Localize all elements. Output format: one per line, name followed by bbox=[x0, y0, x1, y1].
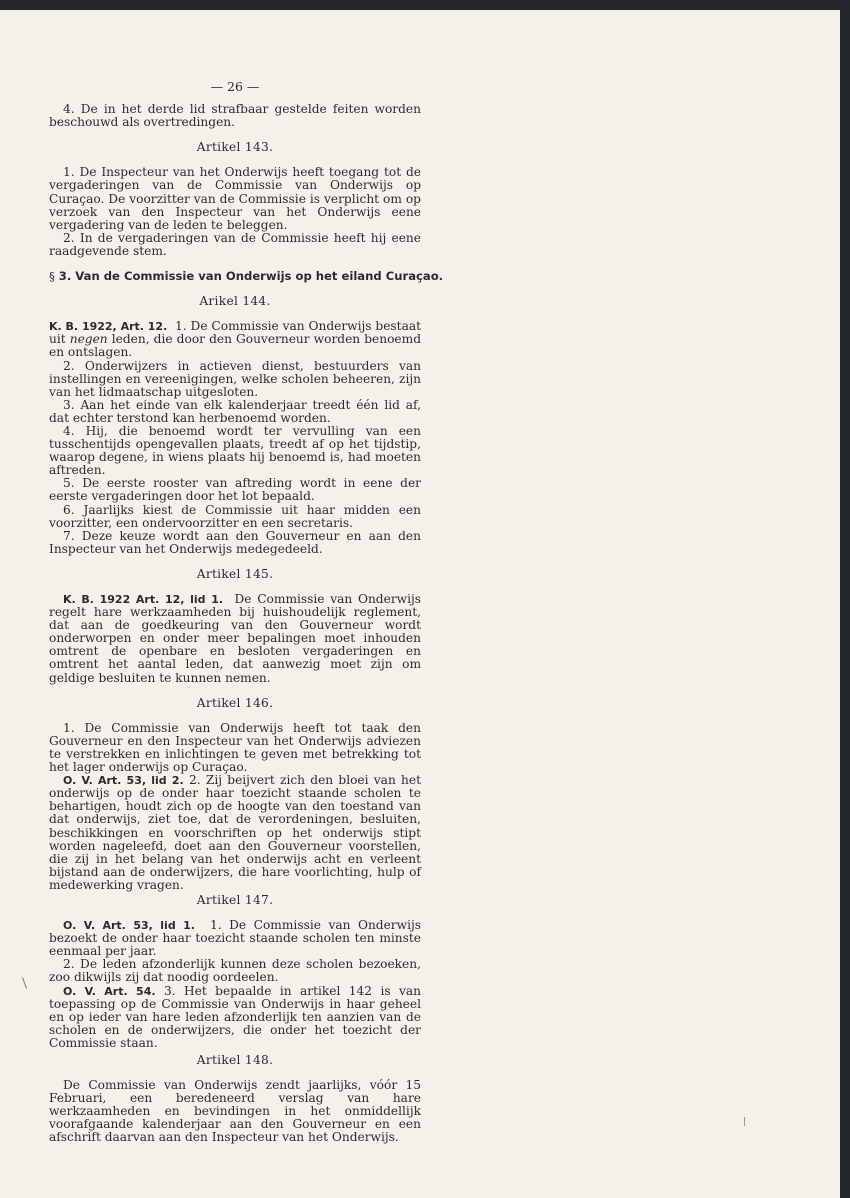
section-symbol: § bbox=[49, 269, 55, 284]
margin-mark bbox=[744, 1117, 745, 1126]
scan-border-top bbox=[0, 0, 850, 10]
paragraph: O. V. Art. 54. 3. Het bepaalde in artikel 142 is van toepassing op de Commissie van Onderwijs in haar geheel en op ieder van hare leden afzonderlijk ten aanzien van de scholen en de onderwijzers, die onder het toezicht der Commissie staan. bbox=[49, 983, 422, 1050]
article-heading: Artikel 145. bbox=[196, 566, 274, 581]
paragraph: De Commissie van Onderwijs zendt jaarlijks, vóór 15 Februari, een beredeneerd verslag van hare werkzaamheden en bevindingen in het onmiddellijk voorafgaande kalenderjaar aan den Gouverneur en een afschrift daarvan aan den Inspecteur van het Onderwijs. bbox=[49, 1078, 421, 1145]
paragraph: 2. De leden afzonderlijk kunnen deze scholen bezoeken, zoo dikwijls zij dat noodig oordeelen. bbox=[49, 957, 421, 985]
paragraph: 4. Hij, die benoemd wordt ter vervulling van een tusschentijds opengevallen plaats, treedt af op het tijdstip, waarop degene, in wiens plaats hij benoemd is, had moeten aftreden. bbox=[49, 423, 421, 478]
paragraph: 6. Jaarlijks kiest de Commissie uit haar midden een voorzitter, een ondervoorzitter en een secretaris. bbox=[49, 502, 421, 530]
article-heading: Artikel 143. bbox=[196, 140, 274, 155]
paragraph: 1. De Inspecteur van het Onderwijs heeft toegang tot de vergaderingen van de Commissie van Onderwijs op Curaçao. De voorzitter van de Commissie is verplicht om op verzoek van den Inspecteur van het Onderwijs eene vergadering van de leden te beleggen. bbox=[49, 165, 421, 232]
article-heading: Artikel 146. bbox=[196, 695, 274, 710]
paragraph: 3. Aan het einde van elk kalenderjaar treedt één lid af, dat echter terstond kan herbenoemd worden. bbox=[49, 397, 421, 425]
paragraph: 2. Onderwijzers in actieven dienst, bestuurders van instellingen en vereenigingen, welke scholen beheeren, zijn van het lidmaatschap uitgesloten. bbox=[49, 358, 421, 399]
legal-reference: K. B. 1922, Art. 12. bbox=[49, 320, 168, 334]
paragraph: O. V. Art. 53, lid 2. 2. Zij beijvert zich den bloei van het onderwijs op de onder haar toezicht staande scholen te behartigen, houdt zich op de hoogte van den toestand van dat onderwijs, ziet toe, dat de verordeningen, besluiten, beschikkingen en voorschriften op het onderwijs stipt worden nageleefd, doet aan den Gouverneur voorstellen, die zij in het belang van het onderwijs acht en verleent bijstand aan de onderwijzers, die hare voorlichting, hulp of medewerking vragen. bbox=[49, 773, 422, 892]
emphasis: negen bbox=[69, 332, 108, 347]
paragraph: 2. In de vergaderingen van de Commissie heeft hij eene raadgevende stem. bbox=[49, 230, 421, 258]
paragraph: K. B. 1922 Art. 12, lid 1. De Commissie van Onderwijs regelt hare werkzaamheden bij huishoudelijk reglement, dat aan de goedkeuring van den Gouverneur wordt onderworpen en onder meer bepalingen moet inhouden omtrent de openbare en besloten vergaderingen en omtrent het aantal leden, dat aanwezig moet zijn om geldige besluiten te kunnen nemen. bbox=[49, 592, 422, 685]
paragraph: O. V. Art. 53, lid 1. 1. De Commissie van Onderwijs bezoekt de onder haar toezicht staande scholen ten minste eenmaal per jaar. bbox=[49, 918, 421, 959]
legal-reference: O. V. Art. 53, lid 2. bbox=[63, 774, 184, 788]
section-heading: § 3. Van de Commissie van Onderwijs op het eiland Curaçao. bbox=[49, 269, 444, 284]
paragraph: 4. De in het derde lid strafbaar gestelde feiten worden beschouwd als overtredingen. bbox=[49, 102, 421, 130]
paragraph: 5. De eerste rooster van aftreding wordt in eene der eerste vergaderingen door het lot bepaald. bbox=[49, 476, 421, 504]
article-heading: Artikel 148. bbox=[196, 1053, 274, 1067]
margin-mark bbox=[22, 977, 27, 989]
document-body bbox=[49, 79, 444, 1145]
page-number: — 26 — bbox=[210, 79, 260, 94]
article-heading: Arikel 144. bbox=[199, 294, 271, 309]
legal-reference: O. V. Art. 53, lid 1. bbox=[63, 919, 195, 933]
legal-reference: O. V. Art. 54. bbox=[63, 984, 156, 998]
legal-reference: K. B. 1922 Art. 12, lid 1. bbox=[63, 593, 224, 606]
scan-border-right bbox=[840, 0, 850, 1198]
paragraph: 7. Deze keuze wordt aan den Gouverneur en aan den Inspecteur van het Onderwijs medegedeeld. bbox=[49, 528, 421, 556]
article-heading: Artikel 147. bbox=[196, 892, 274, 907]
paragraph: K. B. 1922, Art. 12. 1. De Commissie van Onderwijs bestaat uit negen leden, die door den Gouverneur worden benoemd en ontslagen. bbox=[49, 319, 421, 360]
paragraph: 1. De Commissie van Onderwijs heeft tot taak den Gouverneur en den Inspecteur van het Onderwijs adviezen te verstrekken en inlichtingen te geven met betrekking tot het lager onderwijs op Curaçao. bbox=[49, 720, 421, 775]
